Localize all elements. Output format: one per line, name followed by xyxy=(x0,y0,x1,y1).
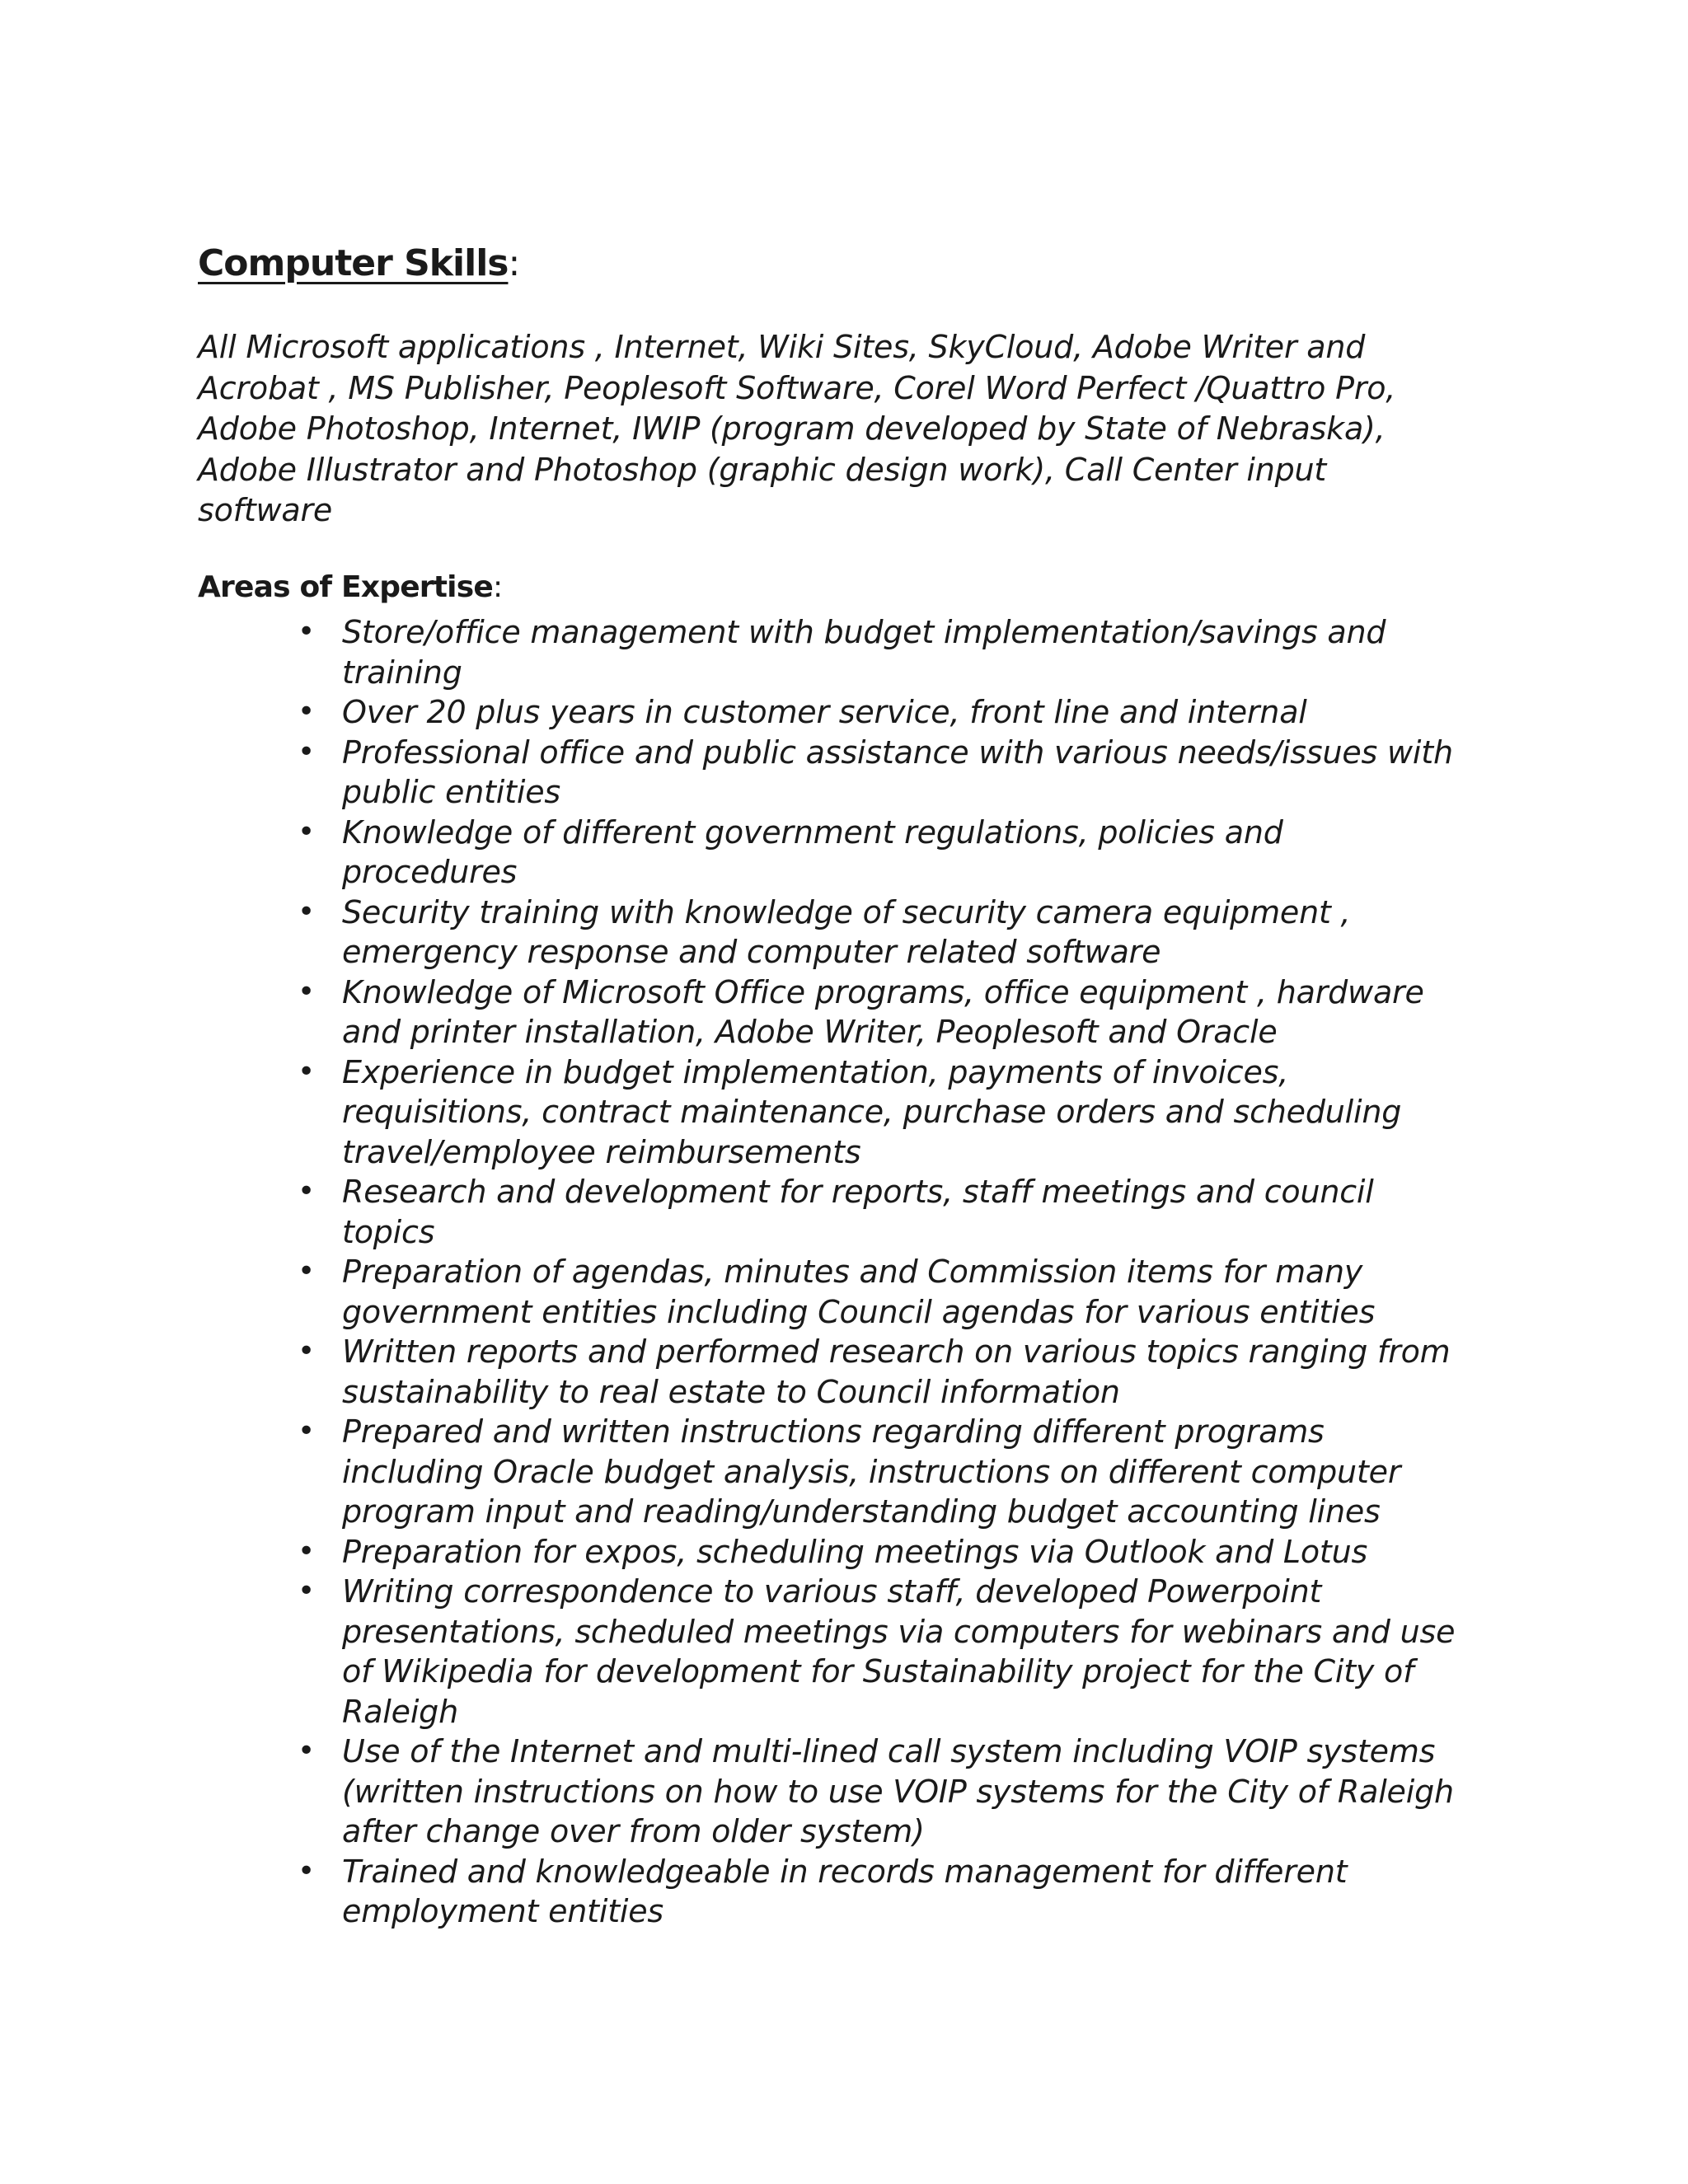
list-item-line: sustainability to real estate to Council information xyxy=(342,1373,1120,1410)
expertise-list xyxy=(0,612,1688,1932)
bullet-icon: • xyxy=(298,1534,316,1568)
computer-skills-heading-colon: : xyxy=(508,242,520,284)
bullet-icon: • xyxy=(298,1734,316,1768)
computer-skills-line: software xyxy=(198,492,333,528)
list-item xyxy=(0,733,1688,813)
list-item xyxy=(0,1332,1688,1412)
list-item-line: Prepared and written instructions regarding different programs xyxy=(342,1413,1325,1450)
list-item xyxy=(0,1412,1688,1532)
list-item-line: Raleigh xyxy=(342,1693,458,1730)
list-item-line: presentations, scheduled meetings via computers for webinars and use xyxy=(342,1613,1456,1650)
bullet-icon: • xyxy=(298,1254,316,1288)
list-item-line: of Wikipedia for development for Sustainability project for the City of xyxy=(342,1653,1414,1690)
bullet-icon: • xyxy=(298,814,316,849)
bullet-icon: • xyxy=(298,1414,316,1448)
list-item-line: Experience in budget implementation, payments of invoices, xyxy=(342,1053,1289,1090)
bullet-icon: • xyxy=(298,695,316,729)
list-item-line: Over 20 plus years in customer service, front line and internal xyxy=(342,694,1307,730)
list-item-line: procedures xyxy=(342,854,518,890)
list-item-line: Written reports and performed research on various topics ranging from xyxy=(342,1333,1451,1370)
list-item-line: Knowledge of different government regulations, policies and xyxy=(342,813,1283,851)
list-item-line: travel/employee reimbursements xyxy=(342,1133,861,1170)
list-item-line: including Oracle budget analysis, instructions on different computer xyxy=(342,1453,1401,1490)
list-item xyxy=(0,972,1688,1052)
list-item-line: Preparation for expos, scheduling meetings via Outlook and Lotus xyxy=(342,1533,1368,1570)
list-item-line: and printer installation, Adobe Writer, Peoplesoft and Oracle xyxy=(342,1014,1278,1050)
computer-skills-line: Adobe Photoshop, Internet, IWIP (program developed by State of Nebraska), xyxy=(198,410,1386,447)
list-item-line: Professional office and public assistance with various needs/issues with xyxy=(342,733,1453,771)
list-item xyxy=(0,1252,1688,1332)
list-item-line: Knowledge of Microsoft Office programs, office equipment , hardware xyxy=(342,973,1424,1010)
list-item xyxy=(0,1572,1688,1732)
computer-skills-line: All Microsoft applications , Internet, Wiki Sites, SkyCloud, Adobe Writer and xyxy=(198,329,1366,365)
list-item xyxy=(0,1852,1688,1932)
computer-skills-line: Adobe Illustrator and Photoshop (graphic design work), Call Center input xyxy=(198,451,1327,488)
list-item xyxy=(0,692,1688,733)
list-item-line: training xyxy=(342,654,462,691)
computer-skills-paragraph xyxy=(198,327,1484,532)
list-item xyxy=(0,1052,1688,1173)
list-item xyxy=(0,813,1688,893)
list-item-line: Writing correspondence to various staff, developed Powerpoint xyxy=(342,1573,1322,1610)
list-item-line: Store/office management with budget implementation/savings and xyxy=(342,614,1386,650)
bullet-icon: • xyxy=(298,974,316,1009)
areas-of-expertise-heading xyxy=(198,567,503,608)
bullet-icon: • xyxy=(298,734,316,769)
bullet-icon: • xyxy=(298,1334,316,1368)
bullet-icon: • xyxy=(298,894,316,929)
list-item-line: Preparation of agendas, minutes and Commission items for many xyxy=(342,1254,1363,1290)
list-item-line: Security training with knowledge of security camera equipment , xyxy=(342,893,1351,930)
computer-skills-line: Acrobat , MS Publisher, Peoplesoft Software, Corel Word Perfect /Quattro Pro, xyxy=(198,369,1396,406)
bullet-icon: • xyxy=(298,1854,316,1888)
list-item xyxy=(0,1732,1688,1852)
list-item-line: emergency response and computer related software xyxy=(342,934,1161,970)
areas-of-expertise-heading-colon: : xyxy=(492,570,504,604)
bullet-icon: • xyxy=(298,615,316,649)
list-item-line: requisitions, contract maintenance, purchase orders and scheduling xyxy=(342,1094,1402,1130)
list-item xyxy=(0,893,1688,972)
bullet-icon: • xyxy=(298,1574,316,1608)
list-item-line: Trained and knowledgeable in records management for different xyxy=(342,1853,1348,1890)
list-item-line: employment entities xyxy=(342,1893,664,1929)
bullet-icon: • xyxy=(298,1054,316,1089)
computer-skills-heading xyxy=(198,239,519,288)
areas-of-expertise-heading-text: Areas of Expertise xyxy=(198,570,493,604)
list-item-line: public entities xyxy=(342,774,560,810)
bullet-icon: • xyxy=(298,1174,316,1208)
list-item-line: (written instructions on how to use VOIP systems for the City of Raleigh xyxy=(342,1773,1454,1810)
list-item-line: government entities including Council agendas for various entities xyxy=(342,1293,1376,1330)
list-item xyxy=(0,612,1688,692)
list-item-line: Research and development for reports, staff meetings and council xyxy=(342,1174,1374,1210)
list-item-line: topics xyxy=(342,1213,435,1250)
list-item xyxy=(0,1532,1688,1572)
list-item-line: after change over from older system) xyxy=(342,1813,925,1849)
list-item-line: Use of the Internet and multi-lined call system including VOIP systems xyxy=(342,1733,1436,1769)
list-item-line: program input and reading/understanding budget accounting lines xyxy=(342,1493,1381,1530)
computer-skills-heading-text: Computer Skills xyxy=(198,242,509,284)
list-item xyxy=(0,1172,1688,1252)
